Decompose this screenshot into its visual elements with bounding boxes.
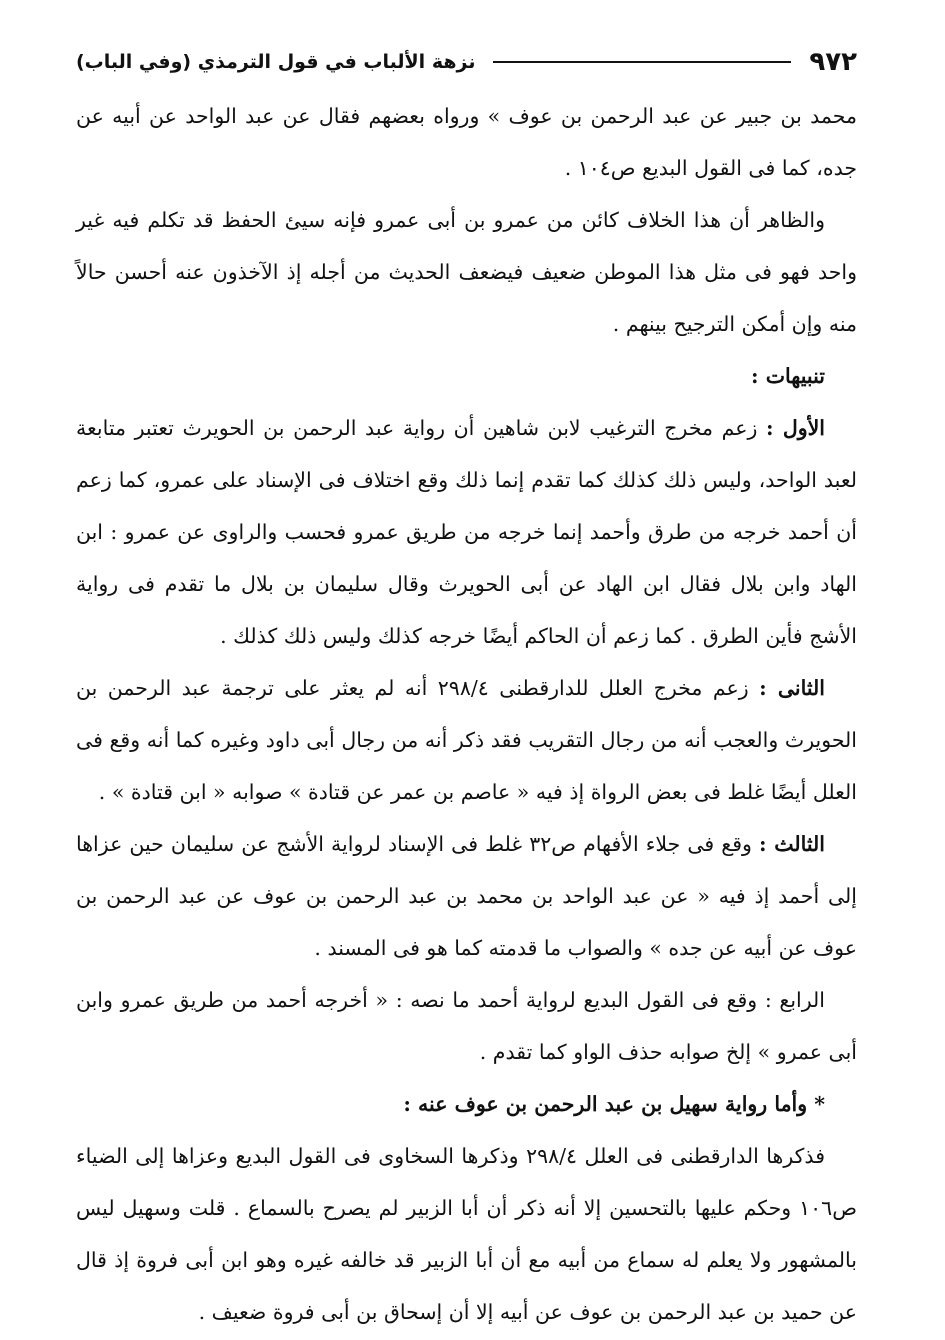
page-body	[76, 90, 857, 1338]
note-first	[76, 402, 857, 662]
notes-heading: تنبيهات :	[751, 364, 825, 388]
note-text: وقع فى جلاء الأفهام ص٣٢ غلط فى الإسناد لرواية الأشج عن سليمان حين عزاها إلى أحمد إذ فيه « عن عبد الواحد بن محمد بن عبد الرحمن بن عوف عن عبد الرحمن بن عوف عن أبيه عن جده » والصواب ما قدمته كما هو فى المسند .	[76, 832, 857, 960]
note-lead: الثالث :	[758, 832, 825, 856]
running-title: نزهة الألباب في قول الترمذي (وفي الباب)	[76, 51, 476, 73]
section-heading: * وأما رواية سهيل بن عبد الرحمن بن عوف عنه :	[403, 1092, 825, 1116]
note-lead: الرابع :	[764, 988, 825, 1012]
paragraph-continuation: محمد بن جبير عن عبد الرحمن بن عوف » ورواه بعضهم فقال عن عبد الواحد عن أبيه عن جده، كما فى القول البديع ص١٠٤ .	[76, 104, 857, 180]
paragraph-conclusion: والظاهر أن هذا الخلاف كائن من عمرو بن أبى عمرو فإنه سيئ الحفظ قد تكلم فيه غير واحد فهو فى مثل هذا الموطن ضعيف فيضعف الحديث من أجله إذ الآخذون عنه أحسن حالاً منه وإن أمكن الترجيح بينهم .	[76, 208, 857, 336]
page-number: ٩٧٢	[809, 47, 857, 77]
note-second	[76, 662, 857, 818]
paragraph-final: فذكرها الدارقطنى فى العلل ٢٩٨/٤ وذكرها السخاوى فى القول البديع وعزاها إلى الضياء ص١٠٦ وحكم عليها بالتحسين إلا أنه ذكر أن أبا الزبير لم يصرح بالسماع . قلت وسهيل ليس بالمشهور ولا يعلم له سماع من أبيه مع أن أبا الزبير قد خالفه غيره وهو ابن أبى فروة إذ قال عن حميد بن عبد الرحمن بن عوف عن أبيه إلا أن إسحاق بن أبى فروة ضعيف .	[76, 1144, 857, 1324]
header-rule	[493, 61, 791, 63]
note-fourth	[76, 974, 857, 1078]
page-header	[76, 40, 857, 84]
note-lead: الثانى :	[759, 676, 825, 700]
note-text: زعم مخرج الترغيب لابن شاهين أن رواية عبد الرحمن بن الحويرث تعتبر متابعة لعبد الواحد، وليس ذلك كذلك كما تقدم إنما ذلك وقع اختلاف فى الإسناد على عمرو، كما زعم أن أحمد خرجه من طرق وأحمد إنما خرجه من طريق عمرو فحسب والراوى عن عمرو : ابن الهاد وابن بلال فقال ابن الهاد عن أبى الحويرث وقال سليمان بن بلال ما تقدم فى رواية الأشج فأين الطرق . كما زعم أن الحاكم أيضًا خرجه كذلك وليس ذلك كذلك .	[76, 416, 857, 648]
note-lead: الأول :	[766, 416, 826, 440]
note-text: وقع فى القول البديع لرواية أحمد ما نصه : « أخرجه أحمد من طريق عمرو وابن أبى عمرو » إلخ صوابه حذف الواو كما تقدم .	[76, 988, 857, 1064]
note-third	[76, 818, 857, 974]
note-text: زعم مخرج العلل للدارقطنى ٢٩٨/٤ أنه لم يعثر على ترجمة عبد الرحمن بن الحويرث والعجب أنه من رجال التقريب فقد ذكر أنه من رجال أبى داود وغيره كما أنه وقع فى العلل أيضًا غلط فى بعض الرواة إذ فيه « عاصم بن عمر عن قتادة » صوابه « ابن قتادة » .	[76, 676, 857, 804]
